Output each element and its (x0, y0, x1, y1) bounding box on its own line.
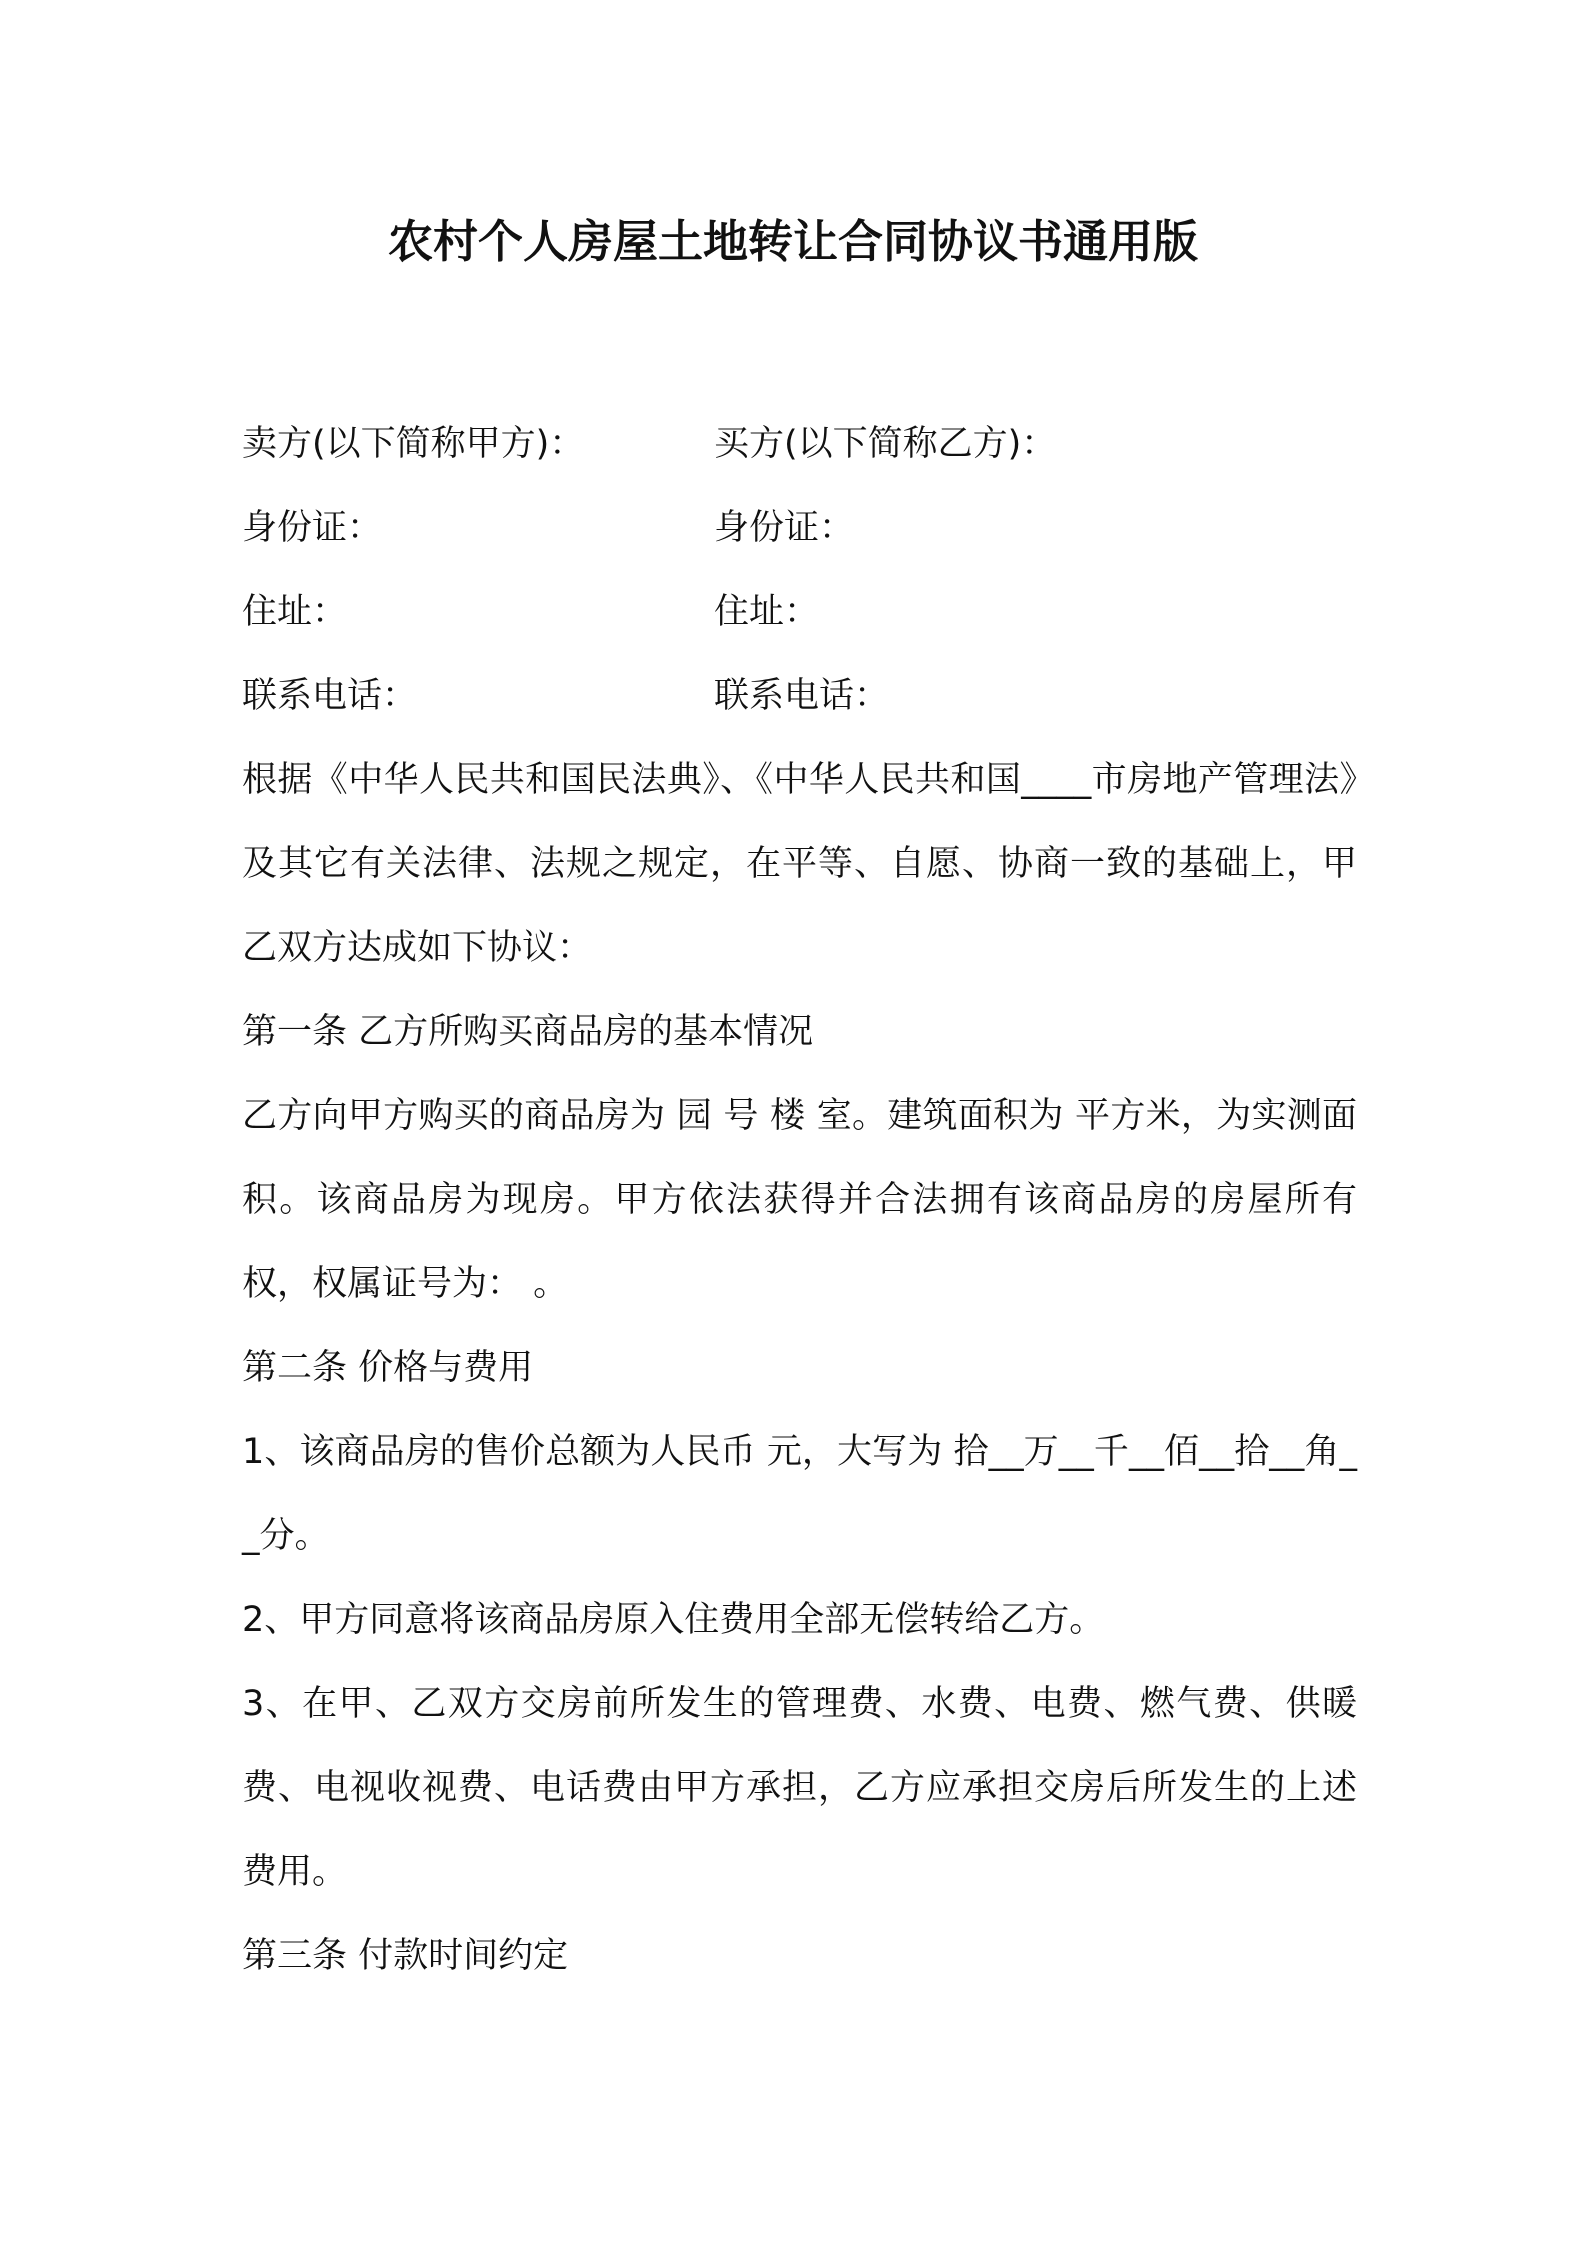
buyer-address-label: 住址： (714, 592, 820, 632)
party-row-phone (242, 654, 1357, 738)
party-row-address (242, 570, 1357, 654)
intro-paragraph: 根据《中华人民共和国民法典》、《中华人民共和国____市房地产管理法》及其它有关法律、法规之规定，在平等、自愿、协商一致的基础上，甲乙双方达成如下协议： (242, 760, 1357, 968)
document-title: 农村个人房屋土地转让合同协议书通用版 (387, 215, 1198, 268)
party-row-id (242, 486, 1357, 570)
seller-label: 卖方(以下简称甲方)： (242, 424, 585, 464)
article-2-heading: 第二条 价格与费用 (242, 1348, 534, 1388)
buyer-label: 买方(以下简称乙方)： (714, 424, 1057, 464)
buyer-id-label: 身份证： (714, 508, 855, 548)
article-2-item-2: 2、甲方同意将该商品房原入住费用全部无偿转给乙方。 (242, 1600, 1105, 1640)
seller-id-label: 身份证： (242, 508, 383, 548)
seller-address-label: 住址： (242, 592, 348, 632)
article-1-text: 乙方向甲方购买的商品房为 园 号 楼 室。建筑面积为 平方米，为实测面积。该商品房为现房。甲方依法获得并合法拥有该商品房的房屋所有权，权属证号为： 。 (242, 1096, 1357, 1304)
seller-phone-label: 联系电话： (242, 676, 418, 716)
document-body (242, 402, 1357, 1998)
article-2-item-1: 1、该商品房的售价总额为人民币 元，大写为 拾__万__千__佰__拾__角__分。 (242, 1432, 1357, 1556)
article-3-heading: 第三条 付款时间约定 (242, 1936, 569, 1976)
party-row-seller-buyer (242, 402, 1357, 486)
buyer-phone-label: 联系电话： (714, 676, 890, 716)
article-2-item-3: 3、在甲、乙双方交房前所发生的管理费、水费、电费、燃气费、供暖费、电视收视费、电话费由甲方承担，乙方应承担交房后所发生的上述费用。 (242, 1684, 1357, 1892)
article-1-heading: 第一条 乙方所购买商品房的基本情况 (242, 1012, 814, 1052)
